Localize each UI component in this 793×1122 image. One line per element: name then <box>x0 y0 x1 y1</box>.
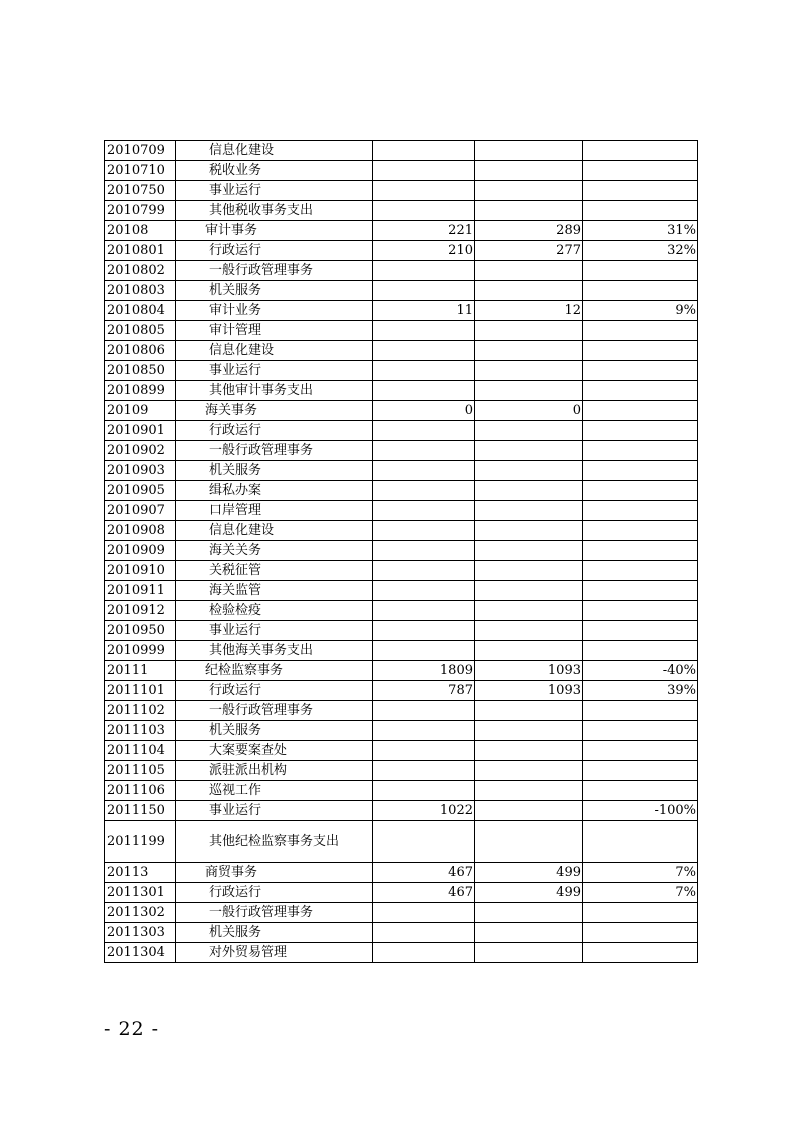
value-cell-1 <box>373 261 475 281</box>
table-row <box>105 681 698 701</box>
subject-code-cell: 2011104 <box>105 741 176 761</box>
subject-name-cell: 纪检监察事务 <box>176 661 373 681</box>
change-rate-cell <box>583 201 698 221</box>
subject-name-cell: 海关事务 <box>176 401 373 421</box>
subject-name-cell: 税收业务 <box>176 161 373 181</box>
subject-code-cell: 2010911 <box>105 581 176 601</box>
subject-name-cell: 信息化建设 <box>176 141 373 161</box>
value-cell-2 <box>475 161 583 181</box>
value-cell-1 <box>373 281 475 301</box>
change-rate-cell <box>583 821 698 863</box>
subject-code-cell: 2010903 <box>105 461 176 481</box>
value-cell-1: 787 <box>373 681 475 701</box>
subject-code-cell: 2010912 <box>105 601 176 621</box>
subject-name-cell: 一般行政管理事务 <box>176 701 373 721</box>
subject-code-cell: 2011301 <box>105 883 176 903</box>
value-cell-1 <box>373 321 475 341</box>
value-cell-2 <box>475 541 583 561</box>
change-rate-cell <box>583 421 698 441</box>
change-rate-cell <box>583 923 698 943</box>
change-rate-cell: 31% <box>583 221 698 241</box>
subject-name-cell: 机关服务 <box>176 461 373 481</box>
value-cell-1 <box>373 641 475 661</box>
budget-table <box>104 140 698 963</box>
value-cell-1 <box>373 141 475 161</box>
subject-code-cell: 2010805 <box>105 321 176 341</box>
subject-code-cell: 2010750 <box>105 181 176 201</box>
subject-name-cell: 巡视工作 <box>176 781 373 801</box>
value-cell-2 <box>475 141 583 161</box>
value-cell-1 <box>373 943 475 963</box>
value-cell-1 <box>373 381 475 401</box>
subject-code-cell: 2010902 <box>105 441 176 461</box>
subject-name-cell: 一般行政管理事务 <box>176 903 373 923</box>
change-rate-cell: -40% <box>583 661 698 681</box>
table-row <box>105 721 698 741</box>
subject-code-cell: 2010804 <box>105 301 176 321</box>
value-cell-1: 221 <box>373 221 475 241</box>
table-row <box>105 701 698 721</box>
value-cell-2 <box>475 761 583 781</box>
change-rate-cell <box>583 441 698 461</box>
change-rate-cell <box>583 181 698 201</box>
change-rate-cell <box>583 561 698 581</box>
change-rate-cell <box>583 701 698 721</box>
subject-name-cell: 事业运行 <box>176 801 373 821</box>
table-row <box>105 361 698 381</box>
change-rate-cell <box>583 541 698 561</box>
value-cell-1 <box>373 721 475 741</box>
page-number: - 22 - <box>104 1018 160 1040</box>
subject-code-cell: 2010909 <box>105 541 176 561</box>
subject-name-cell: 审计事务 <box>176 221 373 241</box>
table-row <box>105 441 698 461</box>
value-cell-2 <box>475 341 583 361</box>
table-row <box>105 481 698 501</box>
table-row <box>105 301 698 321</box>
value-cell-1 <box>373 361 475 381</box>
value-cell-1 <box>373 481 475 501</box>
table-row <box>105 281 698 301</box>
subject-code-cell: 2010908 <box>105 521 176 541</box>
subject-name-cell: 缉私办案 <box>176 481 373 501</box>
value-cell-2 <box>475 581 583 601</box>
subject-name-cell: 机关服务 <box>176 923 373 943</box>
table-row <box>105 641 698 661</box>
value-cell-2 <box>475 701 583 721</box>
value-cell-1 <box>373 421 475 441</box>
subject-name-cell: 其他税收事务支出 <box>176 201 373 221</box>
table-row <box>105 621 698 641</box>
subject-name-cell: 事业运行 <box>176 621 373 641</box>
change-rate-cell: 7% <box>583 863 698 883</box>
subject-code-cell: 2010806 <box>105 341 176 361</box>
value-cell-2: 12 <box>475 301 583 321</box>
subject-name-cell: 行政运行 <box>176 241 373 261</box>
table-row <box>105 761 698 781</box>
subject-name-cell: 审计业务 <box>176 301 373 321</box>
value-cell-1 <box>373 601 475 621</box>
subject-code-cell: 2010850 <box>105 361 176 381</box>
value-cell-1 <box>373 201 475 221</box>
change-rate-cell <box>583 361 698 381</box>
value-cell-2 <box>475 181 583 201</box>
subject-name-cell: 海关关务 <box>176 541 373 561</box>
value-cell-1 <box>373 923 475 943</box>
subject-code-cell: 2010799 <box>105 201 176 221</box>
change-rate-cell: 9% <box>583 301 698 321</box>
subject-name-cell: 口岸管理 <box>176 501 373 521</box>
value-cell-2: 277 <box>475 241 583 261</box>
table-row <box>105 241 698 261</box>
value-cell-1: 1809 <box>373 661 475 681</box>
table-row <box>105 421 698 441</box>
value-cell-1 <box>373 903 475 923</box>
change-rate-cell: 7% <box>583 883 698 903</box>
table-row <box>105 883 698 903</box>
change-rate-cell <box>583 481 698 501</box>
value-cell-2 <box>475 561 583 581</box>
subject-code-cell: 20108 <box>105 221 176 241</box>
subject-code-cell: 2010803 <box>105 281 176 301</box>
table-row <box>105 581 698 601</box>
subject-name-cell: 对外贸易管理 <box>176 943 373 963</box>
subject-code-cell: 2011302 <box>105 903 176 923</box>
change-rate-cell <box>583 381 698 401</box>
subject-name-cell: 信息化建设 <box>176 341 373 361</box>
value-cell-2 <box>475 903 583 923</box>
value-cell-2 <box>475 943 583 963</box>
table-row <box>105 601 698 621</box>
table-row <box>105 541 698 561</box>
value-cell-2 <box>475 601 583 621</box>
change-rate-cell <box>583 581 698 601</box>
table-row <box>105 381 698 401</box>
table-row <box>105 943 698 963</box>
subject-code-cell: 2011106 <box>105 781 176 801</box>
table-row <box>105 923 698 943</box>
subject-code-cell: 2010802 <box>105 261 176 281</box>
subject-code-cell: 2010910 <box>105 561 176 581</box>
value-cell-2 <box>475 521 583 541</box>
value-cell-1 <box>373 341 475 361</box>
value-cell-1 <box>373 821 475 863</box>
value-cell-1 <box>373 461 475 481</box>
subject-code-cell: 2010905 <box>105 481 176 501</box>
subject-name-cell: 信息化建设 <box>176 521 373 541</box>
table-row <box>105 341 698 361</box>
subject-name-cell: 其他审计事务支出 <box>176 381 373 401</box>
budget-table-body <box>105 141 698 963</box>
change-rate-cell <box>583 261 698 281</box>
subject-name-cell: 商贸事务 <box>176 863 373 883</box>
change-rate-cell <box>583 141 698 161</box>
change-rate-cell <box>583 161 698 181</box>
value-cell-2 <box>475 441 583 461</box>
subject-name-cell: 检验检疫 <box>176 601 373 621</box>
subject-code-cell: 2011199 <box>105 821 176 863</box>
subject-code-cell: 2010999 <box>105 641 176 661</box>
subject-name-cell: 一般行政管理事务 <box>176 441 373 461</box>
change-rate-cell <box>583 321 698 341</box>
value-cell-1 <box>373 561 475 581</box>
value-cell-1 <box>373 181 475 201</box>
table-row <box>105 401 698 421</box>
subject-name-cell: 事业运行 <box>176 181 373 201</box>
subject-code-cell: 2010709 <box>105 141 176 161</box>
subject-name-cell: 海关监管 <box>176 581 373 601</box>
subject-code-cell: 20113 <box>105 863 176 883</box>
table-row <box>105 141 698 161</box>
subject-code-cell: 2011150 <box>105 801 176 821</box>
value-cell-1 <box>373 501 475 521</box>
table-row <box>105 161 698 181</box>
table-row <box>105 561 698 581</box>
value-cell-1: 0 <box>373 401 475 421</box>
subject-code-cell: 20109 <box>105 401 176 421</box>
change-rate-cell <box>583 943 698 963</box>
change-rate-cell <box>583 601 698 621</box>
value-cell-2 <box>475 501 583 521</box>
change-rate-cell <box>583 741 698 761</box>
table-row <box>105 741 698 761</box>
subject-name-cell: 派驻派出机构 <box>176 761 373 781</box>
value-cell-2 <box>475 321 583 341</box>
value-cell-1 <box>373 781 475 801</box>
table-row <box>105 801 698 821</box>
change-rate-cell <box>583 401 698 421</box>
subject-name-cell: 一般行政管理事务 <box>176 261 373 281</box>
table-row <box>105 461 698 481</box>
value-cell-1 <box>373 581 475 601</box>
value-cell-2: 499 <box>475 863 583 883</box>
value-cell-2 <box>475 621 583 641</box>
subject-code-cell: 2011103 <box>105 721 176 741</box>
table-row <box>105 221 698 241</box>
subject-name-cell: 行政运行 <box>176 681 373 701</box>
value-cell-2: 499 <box>475 883 583 903</box>
subject-code-cell: 2011304 <box>105 943 176 963</box>
subject-name-cell: 事业运行 <box>176 361 373 381</box>
value-cell-2 <box>475 801 583 821</box>
value-cell-2 <box>475 821 583 863</box>
value-cell-2 <box>475 641 583 661</box>
value-cell-2 <box>475 361 583 381</box>
value-cell-2 <box>475 381 583 401</box>
change-rate-cell: 32% <box>583 241 698 261</box>
change-rate-cell <box>583 281 698 301</box>
subject-code-cell: 2010907 <box>105 501 176 521</box>
change-rate-cell <box>583 761 698 781</box>
table-row <box>105 261 698 281</box>
subject-code-cell: 2010901 <box>105 421 176 441</box>
subject-code-cell: 2010801 <box>105 241 176 261</box>
table-row <box>105 181 698 201</box>
value-cell-1 <box>373 161 475 181</box>
subject-name-cell: 其他海关事务支出 <box>176 641 373 661</box>
value-cell-2 <box>475 261 583 281</box>
value-cell-1: 467 <box>373 883 475 903</box>
value-cell-2 <box>475 201 583 221</box>
value-cell-1 <box>373 741 475 761</box>
subject-name-cell: 机关服务 <box>176 281 373 301</box>
change-rate-cell: 39% <box>583 681 698 701</box>
value-cell-1 <box>373 761 475 781</box>
value-cell-1 <box>373 621 475 641</box>
subject-name-cell: 审计管理 <box>176 321 373 341</box>
value-cell-2: 1093 <box>475 661 583 681</box>
subject-code-cell: 2011101 <box>105 681 176 701</box>
change-rate-cell <box>583 903 698 923</box>
subject-name-cell: 关税征管 <box>176 561 373 581</box>
table-row <box>105 821 698 863</box>
subject-code-cell: 2011105 <box>105 761 176 781</box>
subject-name-cell: 其他纪检监察事务支出 <box>176 821 373 863</box>
subject-name-cell: 行政运行 <box>176 421 373 441</box>
subject-name-cell: 大案要案查处 <box>176 741 373 761</box>
change-rate-cell <box>583 781 698 801</box>
table-row <box>105 201 698 221</box>
change-rate-cell <box>583 461 698 481</box>
table-row <box>105 781 698 801</box>
value-cell-2: 1093 <box>475 681 583 701</box>
value-cell-1: 1022 <box>373 801 475 821</box>
change-rate-cell: -100% <box>583 801 698 821</box>
value-cell-1 <box>373 521 475 541</box>
value-cell-1: 11 <box>373 301 475 321</box>
value-cell-1: 210 <box>373 241 475 261</box>
value-cell-2 <box>475 781 583 801</box>
change-rate-cell <box>583 621 698 641</box>
subject-code-cell: 2010950 <box>105 621 176 641</box>
subject-code-cell: 2011303 <box>105 923 176 943</box>
value-cell-1: 467 <box>373 863 475 883</box>
value-cell-2: 289 <box>475 221 583 241</box>
subject-code-cell: 2010710 <box>105 161 176 181</box>
subject-code-cell: 20111 <box>105 661 176 681</box>
subject-name-cell: 机关服务 <box>176 721 373 741</box>
value-cell-2 <box>475 281 583 301</box>
value-cell-2 <box>475 421 583 441</box>
change-rate-cell <box>583 641 698 661</box>
value-cell-2 <box>475 461 583 481</box>
change-rate-cell <box>583 721 698 741</box>
table-row <box>105 661 698 681</box>
value-cell-2 <box>475 481 583 501</box>
change-rate-cell <box>583 501 698 521</box>
value-cell-1 <box>373 441 475 461</box>
change-rate-cell <box>583 341 698 361</box>
value-cell-2 <box>475 721 583 741</box>
value-cell-2 <box>475 741 583 761</box>
change-rate-cell <box>583 521 698 541</box>
table-row <box>105 863 698 883</box>
table-row <box>105 321 698 341</box>
table-row <box>105 501 698 521</box>
value-cell-1 <box>373 701 475 721</box>
subject-name-cell: 行政运行 <box>176 883 373 903</box>
subject-code-cell: 2010899 <box>105 381 176 401</box>
value-cell-2 <box>475 923 583 943</box>
subject-code-cell: 2011102 <box>105 701 176 721</box>
table-row <box>105 903 698 923</box>
value-cell-1 <box>373 541 475 561</box>
table-row <box>105 521 698 541</box>
value-cell-2: 0 <box>475 401 583 421</box>
